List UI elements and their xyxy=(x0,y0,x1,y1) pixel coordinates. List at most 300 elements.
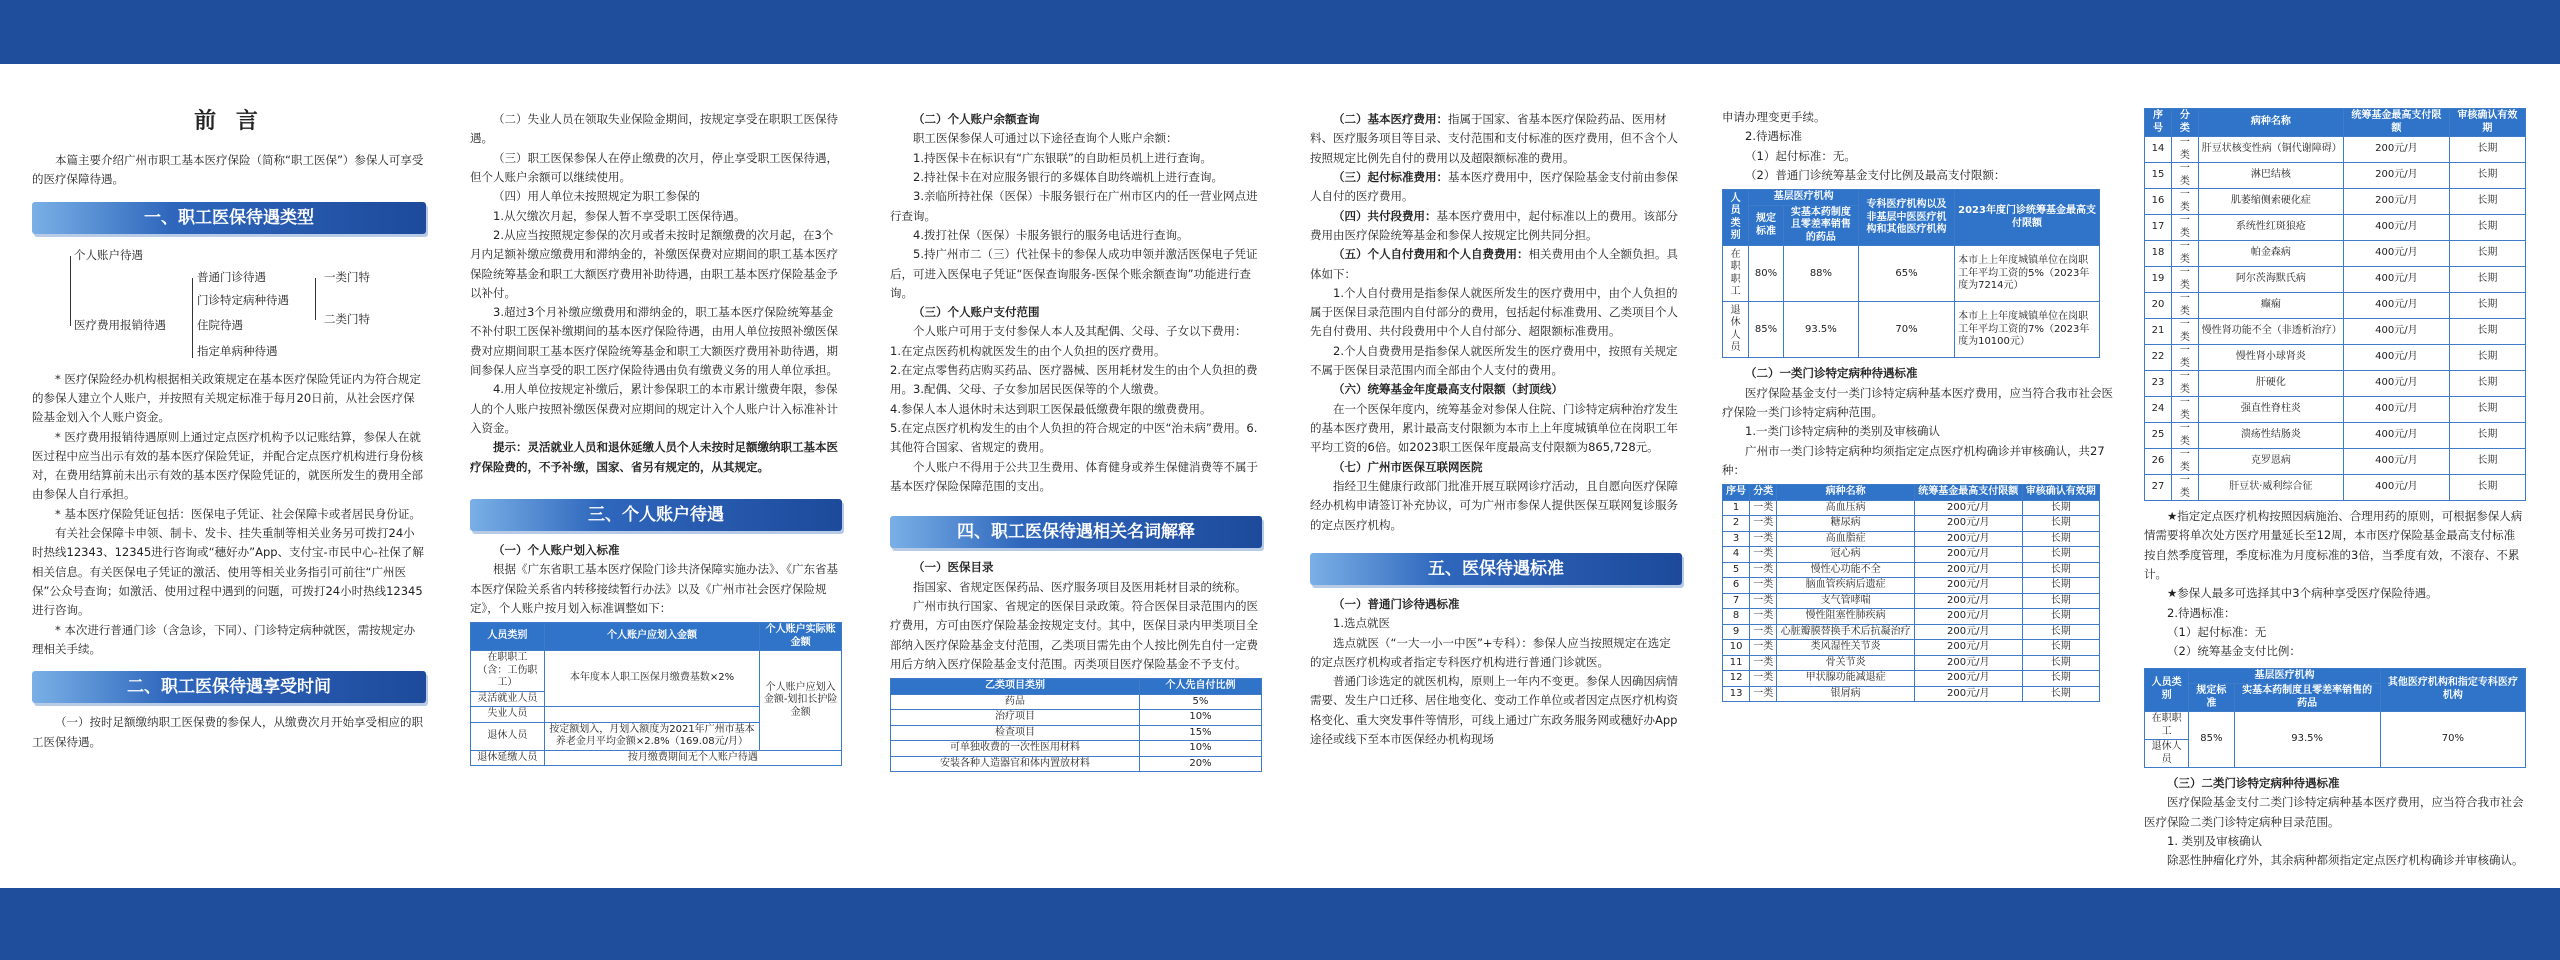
table-cell: 高血压病 xyxy=(1777,500,1915,516)
table-cell: 长期 xyxy=(2449,449,2525,475)
table-cell: 200元/月 xyxy=(1915,500,2023,516)
table-cell: 长期 xyxy=(2449,137,2525,163)
go-r1-c4: 65% xyxy=(1858,246,1954,302)
table-row xyxy=(1723,655,2100,671)
table-cell: 一类 xyxy=(1750,547,1777,563)
table-cell: 200元/月 xyxy=(1915,593,2023,609)
table-cell: 脑血管疾病后遗症 xyxy=(1777,578,1915,594)
go-th-limit: 2023年度门诊统筹基金最高支付限额 xyxy=(1955,190,2100,246)
account-r3c1: 失业人员 xyxy=(471,707,545,723)
p4-para-4-text: 相关费用由个人全额负担。具体如下： xyxy=(1310,247,1678,281)
table-cell: 400元/月 xyxy=(2344,293,2450,319)
table-cell: 8 xyxy=(1723,609,1750,625)
table-cell: 克罗恩病 xyxy=(2198,449,2343,475)
table-cell: 24 xyxy=(2145,397,2172,423)
section-2-banner: 二、职工医保待遇享受时间 xyxy=(32,671,426,703)
p6-t2: 2.待遇标准： xyxy=(2167,605,2236,620)
table-row xyxy=(1723,671,2100,687)
table-cell: 慢性阻塞性肺疾病 xyxy=(1777,609,1915,625)
table-cell: 长期 xyxy=(2449,319,2525,345)
tree-general: 普通门诊待遇 xyxy=(197,269,266,284)
tree-inpatient: 住院待遇 xyxy=(197,317,243,332)
table-row xyxy=(2145,319,2526,345)
cat-b-row-2-value: 10% xyxy=(1139,710,1261,726)
table-cell: 系统性红斑狼疮 xyxy=(2198,215,2343,241)
p3-sub3-item-3: 4.参保人本人退休时未达到职工医保最低缴费年限的缴费费用。 xyxy=(890,401,1212,416)
table-cell: 200元/月 xyxy=(1915,655,2023,671)
preface-intro: 本篇主要介绍广州市职工基本医疗保险（简称“职工医保”）参保人可享受的医疗保障待遇。 xyxy=(32,152,424,187)
p2-para-1: （二）失业人员在领取失业保险金期间，按规定享受在职职工医保待遇。 xyxy=(470,112,838,146)
table-cell: 一类 xyxy=(1750,609,1777,625)
table-cell: 200元/月 xyxy=(2344,189,2450,215)
note-3: * 基本医疗保险凭证包括：医保电子凭证、社会保障卡或者居民身份证。 xyxy=(55,506,421,521)
dt2-th-4: 统筹基金最高支付限额 xyxy=(2344,109,2450,137)
p6-note2: ★参保人最多可选择其中3个病种享受医疗保险待遇。 xyxy=(2167,586,2438,601)
table-cell: 心脏瓣膜替换手术后抗凝治疗 xyxy=(1777,624,1915,640)
special-ratio-table xyxy=(2144,668,2526,769)
table-cell: 400元/月 xyxy=(2344,241,2450,267)
table-cell: 长期 xyxy=(2449,163,2525,189)
panel-6 xyxy=(2130,64,2560,888)
p6-sub3-1: 1. 类别及审核确认 xyxy=(2167,833,2263,848)
table-row xyxy=(1723,562,2100,578)
table-cell: 19 xyxy=(2145,267,2172,293)
top-blue-band xyxy=(0,0,2560,64)
table-cell: 7 xyxy=(1723,593,1750,609)
disease-table-1 xyxy=(1722,484,2100,702)
table-cell: 糖尿病 xyxy=(1777,516,1915,532)
table-cell: 长期 xyxy=(2449,241,2525,267)
sr-r1-c2: 85% xyxy=(2189,712,2234,768)
dt1-th-1: 序号 xyxy=(1723,485,1750,501)
section-4-banner: 四、职工医保待遇相关名词解释 xyxy=(890,516,1262,548)
table-cell: 400元/月 xyxy=(2344,267,2450,293)
table-cell: 23 xyxy=(2145,371,2172,397)
category-b-table xyxy=(890,678,1262,772)
p3-sub2-item-2: 2.持社保卡在对应服务银行的多媒体自助终端机上进行查询。 xyxy=(913,169,1223,184)
table-cell: 1 xyxy=(1723,500,1750,516)
p6-t2a: （1）起付标准：无 xyxy=(2167,624,2267,639)
table-cell: 长期 xyxy=(2022,578,2099,594)
table-cell: 长期 xyxy=(2022,686,2099,702)
account-r2c1: 灵活就业人员 xyxy=(471,691,545,707)
panel-4 xyxy=(1280,64,1700,888)
sr-th-ratio: 规定标准 xyxy=(2189,684,2234,712)
table-cell: 肌萎缩侧索硬化症 xyxy=(2198,189,2343,215)
table-cell: 长期 xyxy=(2449,215,2525,241)
p4-para-4 xyxy=(1310,245,1682,284)
p4-para-2-text: 基本医疗费用中，医疗保险基金支付前由参保人自付的医疗费用。 xyxy=(1310,169,1678,204)
table-cell: 支气管哮喘 xyxy=(1777,593,1915,609)
p4-para-3-head: （四）共付段费用： xyxy=(1333,208,1437,223)
table-cell: 一类 xyxy=(1750,686,1777,702)
table-row xyxy=(2145,423,2526,449)
table-cell: 长期 xyxy=(2022,624,2099,640)
table-cell: 200元/月 xyxy=(1915,624,2023,640)
go-r2-c1: 退休人员 xyxy=(1723,302,1749,358)
table-cell: 溃疡性结肠炎 xyxy=(2198,423,2343,449)
sr-r1-c3: 93.5% xyxy=(2234,712,2380,768)
table-cell: 一类 xyxy=(2171,449,2198,475)
section-1-banner: 一、职工医保待遇类型 xyxy=(32,202,426,234)
table-cell: 一类 xyxy=(1750,562,1777,578)
account-r5c2: 按月缴费期间无个人账户待遇 xyxy=(544,750,841,766)
go-r2-c5: 本市上上年度城镇单位在岗职工年平均工资的7%（2023年度为10100元） xyxy=(1955,302,2100,358)
table-cell: 类风湿性关节炎 xyxy=(1777,640,1915,656)
p4-p7-text: 指经卫生健康行政部门批准开展互联网诊疗活动，且自愿向医疗保障经办机构申请签订补充协议，可为广州市参保人提供医保互联网复诊服务的定点医疗机构。 xyxy=(1310,478,1678,532)
table-cell: 长期 xyxy=(2449,371,2525,397)
tree-bracket-3 xyxy=(315,278,316,320)
p4-para-1-head: （二）基本医疗费用： xyxy=(1333,112,1448,126)
go-th-special: 专科医疗机构以及非基层中医医疗机构和其他医疗机构 xyxy=(1858,190,1954,246)
p4-p7-head: （七）广州市医保互联网医院 xyxy=(1333,459,1483,474)
panel-3 xyxy=(860,64,1280,888)
table-cell: 癫痫 xyxy=(2198,293,2343,319)
table-cell: 一类 xyxy=(1750,531,1777,547)
table-row xyxy=(2145,397,2526,423)
table-cell: 2 xyxy=(1723,516,1750,532)
account-r1c1: 在职职工（含：工伤职工） xyxy=(471,651,545,692)
table-cell: 长期 xyxy=(2022,671,2099,687)
table-cell: 20 xyxy=(2145,293,2172,319)
dt2-th-5: 审核确认有效期 xyxy=(2449,109,2525,137)
table-cell: 400元/月 xyxy=(2344,215,2450,241)
p5-sub2: （二）一类门诊特定病种待遇标准 xyxy=(1745,366,1918,381)
dt2-th-1: 序号 xyxy=(2145,109,2172,137)
table-cell: 长期 xyxy=(2449,293,2525,319)
table-cell: 一类 xyxy=(2171,267,2198,293)
table-cell: 5 xyxy=(1723,562,1750,578)
table-cell: 淋巴结核 xyxy=(2198,163,2343,189)
table-cell: 长期 xyxy=(2022,593,2099,609)
table-cell: 27 xyxy=(2145,475,2172,501)
account-th-3: 个人账户实际账金额 xyxy=(760,623,842,651)
p2-para-3: （四）用人单位未按照规定为职工参保的 xyxy=(493,189,700,204)
tree-personal: 个人账户待遇 xyxy=(74,247,143,262)
table-cell: 一类 xyxy=(1750,500,1777,516)
panel-5 xyxy=(1700,64,2130,888)
cat-b-row-4-value: 10% xyxy=(1139,741,1261,757)
table-cell: 400元/月 xyxy=(2344,475,2450,501)
table-cell: 4 xyxy=(1723,547,1750,563)
table-cell: 3 xyxy=(1723,531,1750,547)
dt1-th-5: 审核确认有效期 xyxy=(2022,485,2099,501)
p5-top1: 申请办理变更手续。 xyxy=(1722,110,1826,124)
p4-para-4-head: （五）个人自付费用和个人自费费用： xyxy=(1333,247,1529,262)
table-row xyxy=(2145,371,2526,397)
table-row xyxy=(1723,547,2100,563)
p4-sub1-text2: 普通门诊选定的就医机构，原则上一年内不变更。参保人因确因病情需要、发生户口迁移、居住地变化、变动工作单位或者因定点医疗机构资格变化、重大突发事件等情形，可线上通过广东政务服务网或穗好办App途径或线下至本市医保经办机构现场 xyxy=(1310,674,1678,747)
account-merged: 个人账户应划入金额-划扣长护险金额 xyxy=(760,651,842,751)
go-th-ratio: 规定标准 xyxy=(1749,205,1784,246)
p2-notice: 提示：灵活就业人员和退休延缴人员个人未按时足额缴纳职工基本医疗保险费的，不予补缴，国家、省另有规定的，从其规定。 xyxy=(470,440,838,474)
dt1-th-3: 病种名称 xyxy=(1777,485,1915,501)
table-row xyxy=(1723,686,2100,702)
cat-b-th-2: 个人先自付比例 xyxy=(1139,679,1261,695)
p4-para-2-head: （三）起付标准费用： xyxy=(1333,169,1448,184)
table-cell: 一类 xyxy=(1750,578,1777,594)
table-cell: 长期 xyxy=(2449,423,2525,449)
table-cell: 21 xyxy=(2145,319,2172,345)
p6-sub3: （三）二类门诊特定病种待遇标准 xyxy=(2167,776,2340,790)
table-cell: 冠心病 xyxy=(1777,547,1915,563)
table-cell: 200元/月 xyxy=(1915,516,2023,532)
p3-sub2: （二）个人账户余额查询 xyxy=(913,112,1040,126)
table-cell: 强直性脊柱炎 xyxy=(2198,397,2343,423)
p3-sub2-item-5: 5.持广州市二（三）代社保卡的参保人成功申领并激活医保电子凭证后，可进入医保电子凭证“医保查询服务-医保个账余额查询”功能进行查询。 xyxy=(890,247,1258,300)
p6-t2b: （2）统筹基金支付比例： xyxy=(2167,644,2301,659)
account-table xyxy=(470,622,842,766)
table-cell: 400元/月 xyxy=(2344,371,2450,397)
cat-b-row-5-value: 20% xyxy=(1139,756,1261,772)
table-cell: 长期 xyxy=(2449,345,2525,371)
cat-b-row-1-name: 药品 xyxy=(891,694,1140,710)
sr-r2-c1: 退休人员 xyxy=(2145,740,2189,768)
p6-sub3-text: 医疗保险基金支付二类门诊特定病种基本医疗费用，应当符合我市社会医疗保险二类门诊特定病种目录范围。 xyxy=(2144,795,2524,829)
p4-para-3 xyxy=(1310,207,1682,246)
table-cell: 肝豆状核变性病（铜代谢障碍） xyxy=(2198,137,2343,163)
table-row xyxy=(2145,345,2526,371)
account-th-2: 个人账户应划入金额 xyxy=(544,623,760,651)
table-row xyxy=(1723,640,2100,656)
table-cell: 一类 xyxy=(2171,163,2198,189)
dt1-th-2: 分类 xyxy=(1750,485,1777,501)
go-r2-c2: 85% xyxy=(1749,302,1784,358)
table-cell: 一类 xyxy=(1750,516,1777,532)
table-row xyxy=(2145,475,2526,501)
cat-b-row-3-value: 15% xyxy=(1139,725,1261,741)
tree-fund: 医疗费用报销待遇 xyxy=(74,317,166,332)
table-cell: 一类 xyxy=(2171,189,2198,215)
section-5-banner: 五、医保待遇标准 xyxy=(1310,553,1682,585)
table-cell: 长期 xyxy=(2449,267,2525,293)
table-cell: 长期 xyxy=(2022,640,2099,656)
table-row xyxy=(1723,578,2100,594)
p2-sub1-text: 根据《广东省职工基本医疗保险门诊共济保障实施办法》、《广东省基本医疗保险关系省内转移接续暂行办法》以及《广州市社会医疗保险规定》，个人账户按月划入标准调整如下： xyxy=(470,562,838,615)
table-cell: 一类 xyxy=(2171,293,2198,319)
go-r2-c3: 93.5% xyxy=(1783,302,1858,358)
table-cell: 一类 xyxy=(1750,671,1777,687)
table-row xyxy=(2145,189,2526,215)
table-cell: 长期 xyxy=(2022,531,2099,547)
table-cell: 长期 xyxy=(2449,475,2525,501)
p2-para-2: （三）职工医保参保人在停止缴费的次月，停止享受职工医保待遇，但个人账户余额可以继续使用。 xyxy=(470,150,838,184)
general-outpatient-table xyxy=(1722,189,2100,358)
p3-sub2-item-1: 1.持医保卡在标识有“广东银联”的自助柜员机上进行查询。 xyxy=(913,150,1212,165)
benefit-type-tree xyxy=(32,244,426,366)
p3-sub3-item-4: 5.在定点医疗机构发生的由个人负担的符合规定的中医“治未病”费用。6.其他符合国家、省规定的费用。 xyxy=(890,421,1258,455)
table-cell: 15 xyxy=(2145,163,2172,189)
p3-sub3-intro: 个人账户可用于支付参保人本人及其配偶、父母、子女以下费用： xyxy=(913,324,1247,339)
table-cell: 200元/月 xyxy=(1915,547,2023,563)
table-cell: 10 xyxy=(1723,640,1750,656)
table-cell: 肝豆状·威利综合征 xyxy=(2198,475,2343,501)
table-row xyxy=(2145,241,2526,267)
sr-r1-c1: 在职职工 xyxy=(2145,712,2189,740)
table-cell: 400元/月 xyxy=(2344,319,2450,345)
note-1: * 医疗保险经办机构根据相关政策规定在基本医疗保险凭证内为符合规定的参保人建立个人账户，并按照有关规定标准于每月20日前，从社会医疗保险基金划入个人账户资金。 xyxy=(32,371,421,425)
sr-th-basic: 基层医疗机构 xyxy=(2189,668,2380,684)
table-cell: 慢性心功能不全 xyxy=(1777,562,1915,578)
table-cell: 400元/月 xyxy=(2344,423,2450,449)
go-th-category: 人员类别 xyxy=(1723,190,1749,246)
p2-para-7: 4.用人单位按规定补缴后，累计参保职工的本市累计缴费年限，参保人的个人账户按照补缴医保费对应期间的规定计入个人账户计入标准补计入资金。 xyxy=(470,382,838,435)
table-cell: 一类 xyxy=(2171,423,2198,449)
dt2-th-2: 分类 xyxy=(2171,109,2198,137)
table-cell: 一类 xyxy=(2171,319,2198,345)
table-cell: 200元/月 xyxy=(1915,640,2023,656)
table-cell: 长期 xyxy=(2449,189,2525,215)
table-cell: 银屑病 xyxy=(1777,686,1915,702)
table-cell: 高血脂症 xyxy=(1777,531,1915,547)
table-cell: 甲状腺功能减退症 xyxy=(1777,671,1915,687)
table-cell: 200元/月 xyxy=(1915,578,2023,594)
p4-para-1-text: 指属于国家、省基本医疗保险药品、医用材料、医疗服务项目等目录、支付范围和支付标准的医疗费用，但不含个人按照规定比例先自付的费用以及超限额标准的费用。 xyxy=(1310,112,1678,165)
table-cell: 长期 xyxy=(2022,655,2099,671)
table-cell: 200元/月 xyxy=(1915,686,2023,702)
table-cell: 一类 xyxy=(1750,640,1777,656)
p4-item-1: 1.个人自付费用是指参保人就医所发生的医疗费用中，由个人负担的属于医保目录范围内自付部分的费用，包括起付标准费用、乙类项目个人先自付费用、共付段费用中个人自付部分、超限额标准费用。 xyxy=(1310,285,1678,339)
p3-sub3: （三）个人账户支付范围 xyxy=(913,305,1040,320)
table-cell: 阿尔茨海默氏病 xyxy=(2198,267,2343,293)
table-row xyxy=(1723,624,2100,640)
p4-sub1-a: 1.选点就医 xyxy=(1333,616,1390,631)
p3-sub2-item-4: 4.拨打社保（医保）卡服务银行的服务电话进行查询。 xyxy=(913,227,1189,242)
table-cell: 一类 xyxy=(2171,397,2198,423)
table-cell: 200元/月 xyxy=(2344,137,2450,163)
table-cell: 一类 xyxy=(1750,624,1777,640)
table-cell: 200元/月 xyxy=(1915,671,2023,687)
p5-sub2-1-text: 广州市一类门诊特定病种均须指定定点医疗机构确诊并审核确认，共27种： xyxy=(1722,443,2105,477)
p2-sub1: （一）个人账户划入标准 xyxy=(493,542,620,557)
p3-sub2-intro: 职工医保参保人可通过以下途径查询个人账户余额： xyxy=(913,131,1178,146)
p2-para-5: 2.从应当按照规定参保的次月或者未按时足额缴费的次月起，在3个月内足额补缴应缴费用和滞纳金的，补缴医保费对应期间的职工基本医疗保险统筹基金和职工大额医疗费用补助待遇，由职工基本医疗保险基金予以补付。 xyxy=(470,227,838,300)
sr-r1-c4: 70% xyxy=(2380,712,2525,768)
p5-sub2-1: 1.一类门诊特定病种的类别及审核确认 xyxy=(1745,424,1940,439)
table-cell: 18 xyxy=(2145,241,2172,267)
table-cell: 22 xyxy=(2145,345,2172,371)
tree-cat1: 一类门特 xyxy=(324,269,370,284)
table-cell: 肝硬化 xyxy=(2198,371,2343,397)
p5-sub2-text: 医疗保险基金支付一类门诊特定病种基本医疗费用，应当符合我市社会医疗保险一类门诊特定病种范围。 xyxy=(1722,385,2113,419)
tree-bracket-2 xyxy=(192,278,193,358)
table-cell: 12 xyxy=(1723,671,1750,687)
p5-top4: （2）普通门诊统筹基金支付比例及最高支付限额： xyxy=(1745,167,2006,182)
p4-para-3-text: 基本医疗费用中，起付标准以上的费用。该部分费用由医疗保险统筹基金和参保人按规定比例共同分担。 xyxy=(1310,208,1678,242)
account-r5c1: 退休延缴人员 xyxy=(471,750,545,766)
table-cell: 17 xyxy=(2145,215,2172,241)
table-cell: 长期 xyxy=(2022,547,2099,563)
preface-title: 前 言 xyxy=(194,109,264,134)
cat-b-row-1-value: 5% xyxy=(1139,694,1261,710)
tree-special: 门诊特定病种待遇 xyxy=(197,292,289,307)
table-cell: 16 xyxy=(2145,189,2172,215)
cat-b-row-2-name: 治疗项目 xyxy=(891,710,1140,726)
tree-bracket xyxy=(70,256,71,326)
table-cell: 9 xyxy=(1723,624,1750,640)
table-row xyxy=(1723,593,2100,609)
section-3-banner: 三、个人账户待遇 xyxy=(470,499,842,531)
p3-sub3-note: 个人账户不得用于公共卫生费用、体育健身或养生保健消费等不属于基本医疗保险保障范围的支出。 xyxy=(890,459,1258,493)
table-cell: 13 xyxy=(1723,686,1750,702)
table-row xyxy=(1723,500,2100,516)
p5-top2: 2.待遇标准 xyxy=(1745,129,1802,144)
dt2-th-3: 病种名称 xyxy=(2198,109,2343,137)
table-cell: 14 xyxy=(2145,137,2172,163)
go-r1-c2: 80% xyxy=(1749,246,1784,302)
account-r1c2: 本年度本人职工医保月缴费基数×2% xyxy=(544,651,760,707)
table-cell: 一类 xyxy=(2171,345,2198,371)
table-cell: 长期 xyxy=(2022,516,2099,532)
p3-sub4-text2: 广州市执行国家、省规定的医保目录政策。符合医保目录范围内的医疗费用，方可由医疗保险基金按规定支付。其中，医保目录内甲类项目全部纳入医疗保险基金支付范围，乙类项目需先由个人按比例先自付一定费用后方纳入医疗保险基金支付范围。丙类项目医疗保险基金不予支付。 xyxy=(890,598,1258,671)
p6-note1: ★指定定点医疗机构按照因病施治、合理用药的原则，可根据参保人病情需要将单次处方医疗用量延长至12周，本市医疗保险基金最高支付标准按自然季度管理，季度标准为月度标准的3倍，当季度有效，不滚存、不累计。 xyxy=(2144,509,2523,581)
panel-preface xyxy=(0,64,440,888)
table-row xyxy=(2145,163,2526,189)
table-cell: 11 xyxy=(1723,655,1750,671)
table-cell: 帕金森病 xyxy=(2198,241,2343,267)
table-cell: 25 xyxy=(2145,423,2172,449)
p3-sub3-item-1: 1.在定点医药机构就医发生的由个人负担的医疗费用。 xyxy=(890,343,1166,358)
p4-item-2: 2.个人自费费用是指参保人就医所发生的医疗费用中，按照有关规定不属于医保目录范围内而全部由个人支付的费用。 xyxy=(1310,343,1678,378)
table-row xyxy=(2145,267,2526,293)
go-th-basic: 基层医疗机构 xyxy=(1749,190,1859,206)
p3-sub4: （一）医保目录 xyxy=(913,560,994,575)
table-row xyxy=(2145,137,2526,163)
dt1-th-4: 统筹基金最高支付限额 xyxy=(1915,485,2023,501)
table-cell: 6 xyxy=(1723,578,1750,594)
table-cell: 长期 xyxy=(2022,500,2099,516)
account-r4c1: 退休人员 xyxy=(471,722,545,750)
note-5: * 本次进行普通门诊（含急诊，下同）、门诊特定病种就医，需按规定办理相关手续。 xyxy=(32,622,416,656)
table-cell: 26 xyxy=(2145,449,2172,475)
table-cell: 长期 xyxy=(2022,562,2099,578)
account-th-1: 人员类别 xyxy=(471,623,545,651)
table-cell: 骨关节炎 xyxy=(1777,655,1915,671)
table-cell: 一类 xyxy=(1750,593,1777,609)
table-row xyxy=(1723,609,2100,625)
table-cell: 400元/月 xyxy=(2344,345,2450,371)
p4-sub1: （一）普通门诊待遇标准 xyxy=(1333,596,1460,611)
table-cell: 一类 xyxy=(2171,475,2198,501)
cat-b-th-1: 乙类项目类别 xyxy=(891,679,1140,695)
go-r1-c3: 88% xyxy=(1783,246,1858,302)
p4-p6-text: 在一个医保年度内，统筹基金对参保人住院、门诊特定病种治疗发生的基本医疗费用，累计最高支付限额为本市上上年度城镇单位在岗职工年平均工资的6倍。如2023职工医保年度最高支付限额为865,728元。 xyxy=(1310,401,1678,455)
table-cell: 一类 xyxy=(2171,241,2198,267)
p2-para-6: 3.超过3个月补缴应缴费用和滞纳金的，职工基本医疗保险统筹基金不补付职工医保补缴期间的基本医疗保险待遇，由用人单位按照补缴医保费对应期间职工基本医疗保险统筹基金和职工大额医疗费用补助待遇，期间参保人应当享受的职工医疗保险待遇由负有缴费义务的用人单位承担。 xyxy=(470,305,838,378)
table-cell: 一类 xyxy=(2171,137,2198,163)
table-cell: 慢性肾小球肾炎 xyxy=(2198,345,2343,371)
p3-sub3-item-2: 2.在定点零售药店购买药品、医疗器械、医用耗材发生的由个人负担的费用。3.配偶、父母、子女参加居民医保等的个人缴费。 xyxy=(890,363,1258,397)
note-2: * 医疗费用报销待遇原则上通过定点医疗机构予以记账结算，参保人在就医过程中应当出示有效的基本医疗保险凭证，并配合定点医疗机构进行身份核对，在费用结算前未出示有效的基本医疗保险凭证的，就医所发生的费用全部由参保人自行承担。 xyxy=(32,429,423,502)
go-r1-c1: 在职职工 xyxy=(1723,246,1749,302)
table-row xyxy=(1723,531,2100,547)
table-cell: 长期 xyxy=(2449,397,2525,423)
bottom-blue-band xyxy=(0,888,2560,960)
tree-cat2: 二类门特 xyxy=(324,311,370,326)
p4-para-2 xyxy=(1310,168,1682,207)
table-row xyxy=(1723,516,2100,532)
table-cell: 慢性肾功能不全（非透析治疗） xyxy=(2198,319,2343,345)
table-cell: 400元/月 xyxy=(2344,397,2450,423)
go-r1-c5: 本市上上年度城镇单位在岗职工年平均工资的5%（2023年度为7214元） xyxy=(1955,246,2100,302)
table-cell: 一类 xyxy=(2171,371,2198,397)
p4-para-1 xyxy=(1310,110,1682,168)
table-cell: 一类 xyxy=(1750,655,1777,671)
table-cell: 200元/月 xyxy=(1915,531,2023,547)
section-2-text: （一）按时足额缴纳职工医保费的参保人，从缴费次月开始享受相应的职工医保待遇。 xyxy=(32,715,423,749)
sr-th-actual: 实基本药制度且零差率销售的药品 xyxy=(2234,684,2380,712)
table-row xyxy=(2145,449,2526,475)
